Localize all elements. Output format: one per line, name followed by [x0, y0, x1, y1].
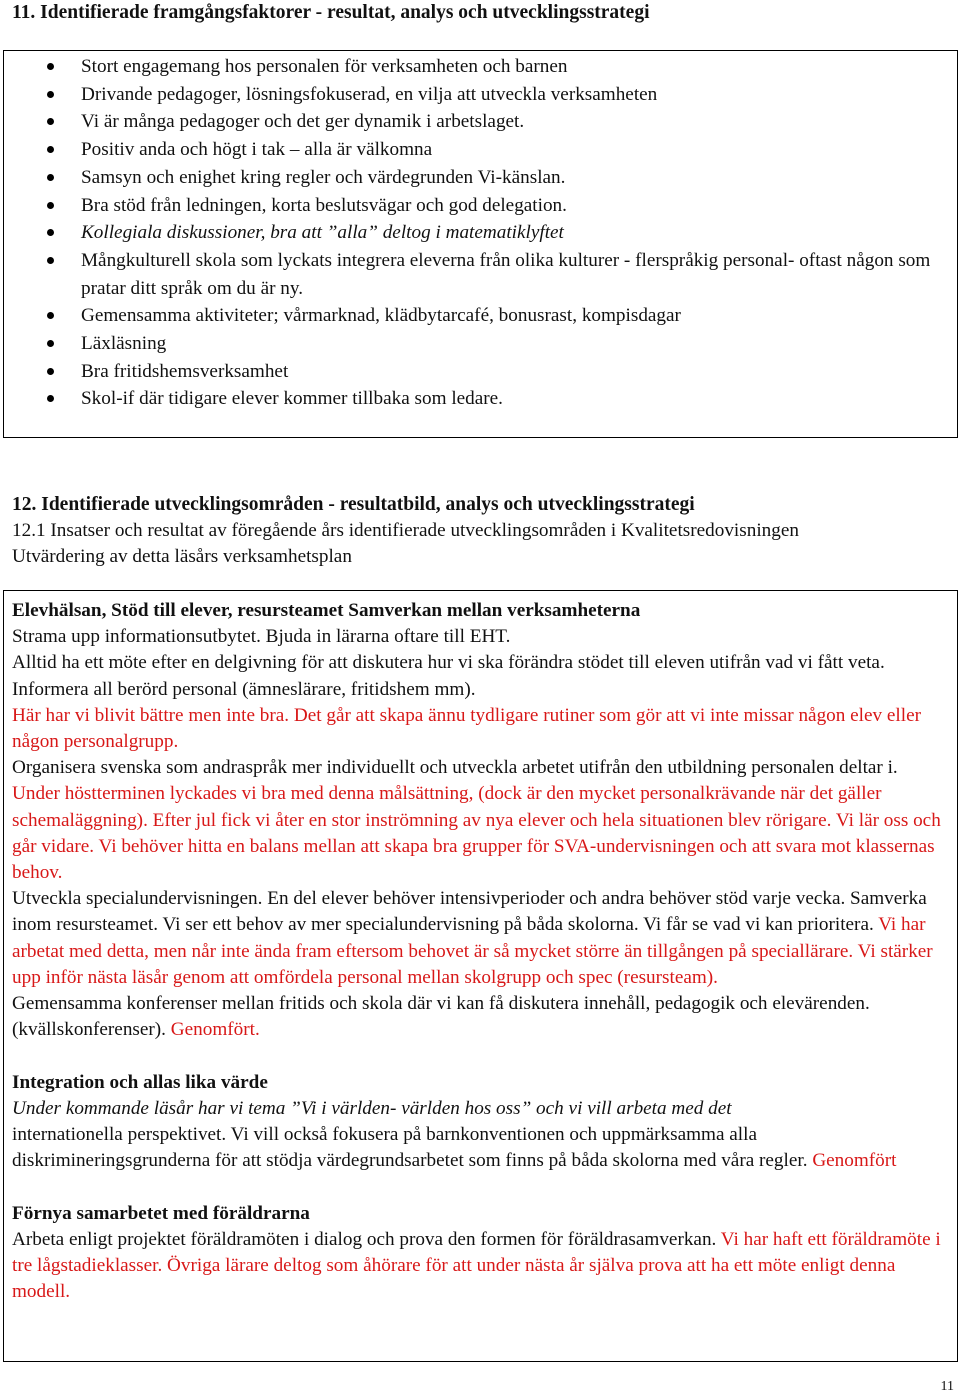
paragraph: Under kommande läsår har vi tema ”Vi i världen- världen hos oss” och vi vill arbeta med det [12, 1097, 732, 1119]
result-text: Genomfört. [170, 1019, 260, 1041]
paragraph: Alltid ha ett möte efter en delgivning för att diskutera hur vi ska förändra stödet till eleven utifrån vad vi fått veta. Informera all berörd personal (ämneslärare, fritidshem mm). [12, 652, 885, 700]
bullet-icon [47, 395, 54, 402]
page-number: 11 [940, 1379, 954, 1394]
result-paragraph: Här har vi blivit bättre men inte bra. Det går att skapa ännu tydligare rutiner som gör att vi inte missar någon elev eller någon personalgrupp. [12, 704, 921, 753]
result-text: Under höstterminen lyckades vi bra med denna målsättning, (dock är den mycket personalkrävande när det gäller schemaläggning). Efter jul fick vi åter en stor inströmning av nya elever och hela situationen blev rörigare. Vi lär oss och går vidare. Vi behöver hitta en balans mellan att skapa bra grupper för SVA-undervisningen och att svara mot klassernas behov. [12, 783, 941, 884]
integration-heading: Integration och allas lika värde [12, 1071, 268, 1093]
foraldrar-heading: Förnya samarbetet med föräldrarna [12, 1202, 310, 1224]
section-12-header [12, 492, 954, 570]
paragraph: Arbeta enligt projektet föräldramöten i dialog och prova den formen för föräldrasamverkan. Vi har haft ett föräldramöte i tre lågstadieklasser. Övriga lärare deltog som åhörare för att under nästa år själva prova att ha ett möte enligt denna modell. [12, 1228, 941, 1303]
bullet-icon [47, 91, 54, 98]
bullet-icon [47, 202, 54, 209]
success-factors-list [3, 53, 958, 413]
list-item: Gemensamma aktiviteter; vårmarknad, klädbytarcafé, bonusrast, kompisdagar [3, 302, 958, 330]
paragraph: Gemensamma konferenser mellan fritids och skola där vi kan få diskutera innehåll, pedagogik och elevärenden. (kvällskonferenser). Genomfört. [12, 993, 870, 1041]
list-item: Skol-if där tidigare elever kommer tillbaka som ledare. [3, 385, 958, 413]
bullet-icon [47, 118, 54, 125]
bullet-icon [47, 312, 54, 319]
section-12-heading: 12. Identifierade utvecklingsområden - resultatbild, analys och utvecklingsstrategi [12, 494, 695, 515]
paragraph: internationella perspektivet. Vi vill också fokusera på barnkonventionen och uppmärksamma alla diskrimineringsgrunderna för att stödja värdegrundsarbetet som finns på båda skolorna med våra regler. Genomfört [12, 1124, 897, 1172]
list-item: Drivande pedagoger, lösningsfokuserad, en vilja att utveckla verksamheten [3, 81, 958, 109]
list-item: Samsyn och enighet kring regler och värdegrunden Vi-känslan. [3, 164, 958, 192]
section-11-heading: 11. Identifierade framgångsfaktorer - resultat, analys och utvecklingsstrategi [12, 2, 650, 23]
paragraph: Strama upp informationsutbytet. Bjuda in lärarna oftare till EHT. [12, 626, 511, 648]
list-item: Mångkulturell skola som lyckats integrera eleverna från olika kulturer - flerspråkig personal- oftast någon som pratar ditt språk om du är ny. [3, 247, 958, 302]
result-text: Vi har haft ett föräldramöte i tre lågstadieklasser. Övriga lärare deltog som åhörare för att under nästa år själva prova att ha ett möte enligt denna modell. [12, 1228, 941, 1303]
bullet-icon [47, 63, 54, 70]
list-item: Stort engagemang hos personalen för verksamheten och barnen [3, 53, 958, 81]
evaluation-content [12, 598, 946, 1305]
bullet-icon [47, 146, 54, 153]
list-item: Läxläsning [3, 330, 958, 358]
bullet-icon [47, 368, 54, 375]
result-text: Genomfört [812, 1150, 897, 1172]
paragraph: Utveckla specialundervisningen. En del elever behöver intensivperioder och andra behöver stöd varje vecka. Samverka inom resursteamet. Vi ser ett behov av mer specialundervisning på båda skolorna. Vi får se vad vi kan prioritera. Vi har arbetat med detta, men når inte ända fram eftersom behovet är så mycket större än tillgången på speciallärare. Vi stärker upp inför nästa läsår genom att omfördela personal mellan skolgrupp och spec (resursteam). [12, 888, 933, 988]
paragraph: Organisera svenska som andraspråk mer individuellt och utveckla arbetet utifrån den utbildning personalen deltar i. Under höstterminen lyckades vi bra med denna målsättning, (dock är den mycket personalkrävande när det gäller schemaläggning). Efter jul fick vi åter en stor inströmning av nya elever och hela situationen blev rörigare. Vi lär oss och går vidare. Vi behöver hitta en balans mellan att skapa bra grupper för SVA-undervisningen och att svara mot klassernas behov. [12, 757, 941, 884]
result-text: Vi har arbetat med detta, men når inte ända fram eftersom behovet är så mycket större än tillgången på speciallärare. Vi stärker upp inför nästa läsår genom att omfördela personal mellan skolgrupp och spec (resursteam). [12, 914, 933, 988]
bullet-icon [47, 174, 54, 181]
list-item: Bra fritidshemsverksamhet [3, 358, 958, 386]
list-item: Kollegiala diskussioner, bra att ”alla” deltog i matematiklyftet [3, 219, 958, 247]
list-item: Positiv anda och högt i tak – alla är välkomna [3, 136, 958, 164]
elevhalsan-heading: Elevhälsan, Stöd till elever, resursteamet Samverkan mellan verksamheterna [12, 600, 641, 621]
list-item: Vi är många pedagoger och det ger dynamik i arbetslaget. [3, 108, 958, 136]
subsection-subtitle: Utvärdering av detta läsårs verksamhetsplan [12, 546, 352, 567]
bullet-icon [47, 257, 54, 264]
subsection-title: 12.1 Insatser och resultat av föregående års identifierade utvecklingsområden i Kvalitetsredovisningen [12, 520, 799, 541]
list-item: Bra stöd från ledningen, korta beslutsvägar och god delegation. [3, 192, 958, 220]
bullet-icon [47, 229, 54, 236]
bullet-icon [47, 340, 54, 347]
